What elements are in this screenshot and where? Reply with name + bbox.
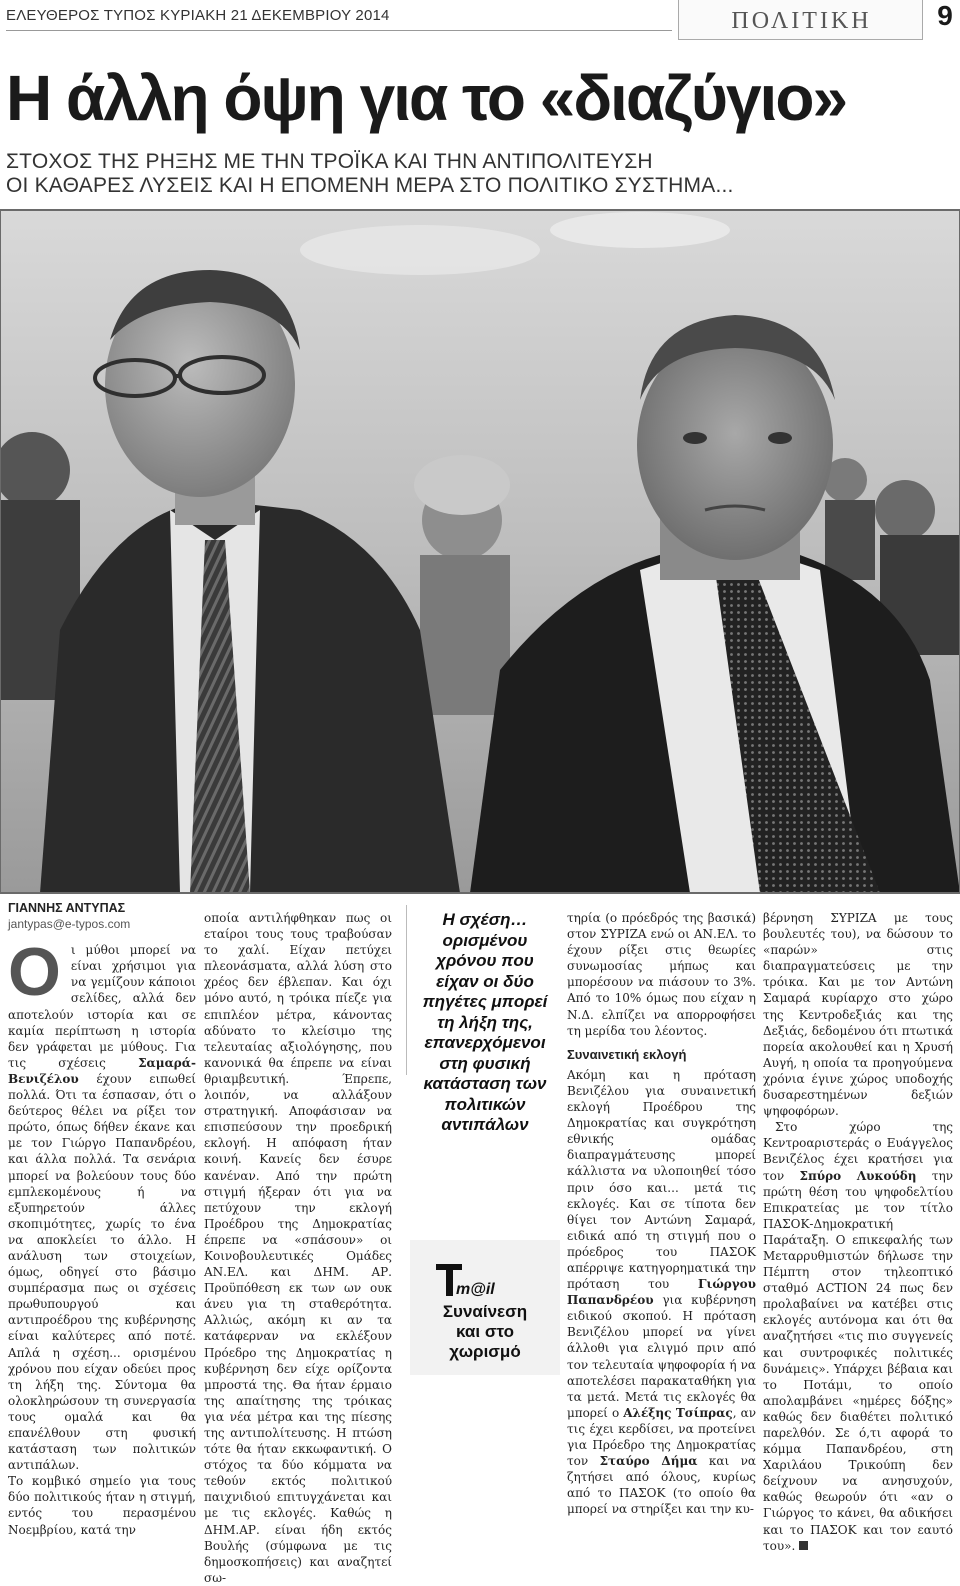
col5-paragraph-1: βέρνηση ΣΥΡΙΖΑ με τους βουλευτές του), να δώσουν το «παρών» στις διαπραγματεύσεις με την τρόικα. Και με τον Αντώνη Σαμαρά κυρίαρχο στο χώρο της Κεντροδεξιάς και της Δεξιάς, δεδομένου ότι πτωτικά πορεία ακολουθεί και η Χρυσή Αυγή, η οποία τα προηγούμενα χρόνια έγινε χώρος υποδοχής δυσαρεστημένων δεξιών ψηφοφόρων.	[763, 911, 953, 1119]
email-sidebar-box	[410, 1240, 560, 1375]
byline-email[interactable]: jantypas@e-typos.com	[8, 917, 131, 932]
col4-p2-a: Ακόμη και η πρόταση Βενιζέλου για συναινετική εκλογή Προέδρου της Δημοκρατίας και συγκρότηση εθνικής ομάδας διαπραγμάτευσης μπορεί κάλλιστα να υλοποιηθεί τόσο πριν όσο και... μετά τις εκλογές. Και σε τίποτα δεν θίγει τον Αντώνη Σαμαρά, ειδικά από τη στιγμή που ο πρόεδρος του ΠΑΣΟΚ απέρριψε κατηγορηματικά την πρόταση του	[567, 1067, 756, 1292]
col4-paragraph-1: τηρία (ο πρόεδρός της βασικά) στον ΣΥΡΙΖΑ ενώ οι ΑΝ.ΕΛ. το έχουν ρίξει στις θεωρίες συνωμοσίας μήπως και μπορέσουν να πιάσουν το 3%. Από το 10% όμως που είχαν η Ν.Δ. ελπίζει να απορροφήσει τη μερίδα του λέοντος.	[567, 911, 756, 1038]
col4-paragraph-2	[567, 1067, 756, 1518]
col5-p2-b: την πρώτη θέση του ψηφοδελτίου Επικρατείας με τον τίτλο ΠΑΣΟΚ-Δημοκρατική Παράταξη. Ο επικεφαλής των Μεταρρυθμιστών δήλωσε την Πέμπτη στον τηλεοπτικό σταθμό ACTION 24 πως δεν προλαβαίνει να κατέβει στις εκλογές αυτόνομα και ότι θα αναζητήσει «τις πιο συγγενείς και συντροφικές πολιτικές δυνάμεις». Υπάρχει βέβαια και το Ποτάμι, το οποίο απολαμβάνει «ημέρες δόξης» καθώς δεν διαθέτει πολιτικό παρελθόν. Σε ό,τι αφορά το κόμμα Παπανδρέου, στη Χαριλάου Τρικούπη δεν δείχνουν να ανησυχούν, καθώς θεωρούν ότι «αν ο Γιώργος το κάνει, θα αδικήσει και το ΠΑΣΟΚ και τον εαυτό του».	[763, 1168, 953, 1553]
tmail-logo-text: m@il	[456, 1281, 495, 1298]
page-number: 9	[937, 0, 953, 31]
col1-paragraph-2: Το κομβικό σημείο για τους δύο πολιτικούς ήταν η στιγμή, εντός του περασμένου Νοεμβρίου, κατά την	[8, 1474, 196, 1537]
section-box	[678, 0, 923, 40]
headline: Η άλλη όψη για το «διαζύγιο»	[6, 62, 847, 134]
subhead-line-2: ΟΙ ΚΑΘΑΡΕΣ ΛΥΣΕΙΣ ΚΑΙ Η ΕΠΟΜΕΝΗ ΜΕΡΑ ΣΤΟ ΠΟΛΙΤΙΚΟ ΣΥΣΤΗΜΑ...	[6, 174, 734, 197]
page-header	[0, 0, 960, 34]
col5-p2-bold: Σπύρο Λυκούδη	[799, 1168, 917, 1183]
section-label: ΠΟΛΙΤΙΚΗ	[731, 8, 872, 34]
col5-paragraph-2	[763, 1119, 953, 1554]
article-column-2	[204, 910, 392, 1586]
lead-paragraph	[8, 934, 196, 1473]
email-box-line-2: και στο	[456, 1322, 514, 1341]
lead-paragraph-wrap	[8, 934, 196, 1473]
col4-p2-bold-3: Σταύρο Δήμα	[599, 1454, 698, 1469]
col4-subheading: Συναινετική εκλογή	[567, 1046, 687, 1062]
lead-text-a: ι μύθοι μπορεί να είναι χρήσιμοι για να γεμίζουν κάποιοι σελίδες, αλλά δεν αποτελούν ιστορία και σε καμία περίπτωση η ιστορία δεν γράφεται με μύθους. Για τις σχέσεις	[8, 943, 196, 1070]
lead-text-b: έχουν ειπωθεί πολλά. Ότι τα έσπασαν, ότι ο δεύτερος θέλει να ρίξει τον πρώτο, όπως δήθεν έκανε και με τον Γιώργο Παπανδρέου, και άλλα πολλά. Τα σενάρια μπορεί να βολεύουν τους δύο εμπλεκομένους ή να εξυπηρετούν άλλες σκοπιμότητες, χωρίς το ένα να αποκλείει το άλλο. Η ανάλυση των στοιχείων, όμως, οδηγεί στο βάσιμο συμπέρασμα πως οι σχέσεις πρωθυπουργού και αντιπροέδρου της κυβέρνησης είναι καλύτερες από ποτέ. Απλά η σχέση... ορισμένου χρόνου που είχαν οδεύει προς τη λήξη της. Σύντομα θα ολοκληρώσουν τη συνεργασία τους ομαλά και θα επανέλθουν στη φυσική κατάσταση των πολιτικών αντιπάλων.	[8, 1071, 196, 1473]
article-column-5	[763, 910, 953, 1554]
article-column-1	[8, 900, 196, 1538]
col4-p2-d: και να ζητήσει από όλους, κυρίως από το ΠΑΣΟΚ (το οποίο θα μπορεί να στηρίξει και την κυ-	[567, 1454, 756, 1517]
col5-p2-a: Στο χώρο της Κεντροαριστεράς ο Ευάγγελος Βενιζέλος έχει κρατήσει για τον	[763, 1120, 953, 1183]
tmail-logo-icon	[436, 1258, 496, 1302]
email-box-title	[410, 1302, 560, 1362]
publication-date-line: ΕΛΕΥΘΕΡΟΣ ΤΥΠΟΣ ΚΥΡΙΑΚΗ 21 ΔΕΚΕΜΒΡΙΟΥ 2014	[6, 7, 390, 24]
col4-p2-b: για κυβέρνηση ειδικού σκοπού. Η πρόταση Βενιζέλου μπορεί να γίνει άλλοθι για ελιγμό πριν από τον τελευταία ψηφοφορία ή να αποτελέσει παρακαταθήκη για τα μετά. Μετά τις εκλογές θα μπορεί ο	[567, 1293, 756, 1420]
subhead-line-1: ΣΤΟΧΟΣ ΤΗΣ ΡΗΞΗΣ ΜΕ ΤΗΝ ΤΡΟΪΚΑ ΚΑΙ ΤΗΝ ΑΝΤΙΠΟΛΙΤΕΥΣΗ	[6, 150, 653, 173]
col2-paragraph-1: οποία αντιλήφθηκαν πως οι εταίροι τους τους τραβούσαν το χαλί. Είχαν πετύχει πλεονάσματα, αλλά λύση στο χρέος δεν έβλεπαν. Και όχι μόνο αυτό, η τρόικα πίεζε για επιπλέον μέτρα, κάνοντας αδύνατο το κλείσιμο της τελευταίας αξιολόγησης, που κανονικά θα έπρεπε να είναι θριαμβευτική. Έπρεπε, λοιπόν, να αλλάξουν στρατηγική. Αποφάσισαν να επισπεύσουν την προεδρική εκλογή. Η απόφαση ήταν κοινή. Κανείς δεν έσυρε κανέναν. Από την πρώτη στιγμή ήξεραν ότι για να πετύχουν την εκλογή Προέδρου της Δημοκρατίας έπρεπε να «σπάσουν» οι Κοινοβουλευτικές Ομάδες ΑΝ.ΕΛ. και ΔΗΜ. ΑΡ. Προϋπόθεση εκ των ων ουκ άνευ για τη σταθερότητα. Αλλιώς, ακόμη κι αν τα κατάφερναν να εκλέξουν Πρόεδρο της Δημοκρατίας η κυβέρνηση δεν είχε ορίζοντα μπροστά της. Θα ήταν έρμαιο της απαίτησης της τρόικας για νέα μέτρα και της πίεσης της αντιπολίτευσης. Η πτώση τότε θα ήταν εκκωφαντική. Ο στόχος τα δύο κόμματα να τεθούν εκτός πολιτικού παιχνιδιού επιτυγχάνεται και με τις εκλογές. Καθώς η ΔΗΜ.ΑΡ. είναι ήδη εκτός Βουλής (σύμφωνα με τις δημοσκοπήσεις) και αναζητεί σω-	[204, 911, 392, 1585]
pullquote-rule	[406, 905, 407, 1075]
header-rule	[6, 30, 672, 31]
email-box-line-1: Συναίνεση	[442, 1302, 528, 1321]
byline-name: ΓΙΑΝΝΗΣ ΑΝΤΥΠΑΣ	[8, 901, 126, 915]
article-column-4	[567, 910, 756, 1517]
drop-cap: Ο	[8, 934, 61, 1011]
lead-photo	[0, 210, 960, 893]
col4-p2-bold-1: Γιώργου Παπανδρέου	[567, 1277, 756, 1308]
lead-text-bold: Σαμαρά-Βενιζέλου	[8, 1055, 196, 1086]
end-of-article-mark	[799, 1541, 808, 1550]
pullquote: Η σχέση… ορισμένου χρόνου που είχαν οι δύο πηγέτες μπορεί τη λήξη της, επανερχόμενοι στη φυσική κατάσταση των πολιτικών αντιπάλων	[422, 910, 548, 1134]
col4-p2-c: , αν τις έχει κερδίσει, να προτείνει για Πρόεδρο της Δημοκρατίας τον	[567, 1405, 756, 1469]
email-box-line-3: χωρισμό	[449, 1342, 521, 1361]
col4-p2-bold-2: Αλέξης Τσίπρας	[623, 1405, 733, 1420]
